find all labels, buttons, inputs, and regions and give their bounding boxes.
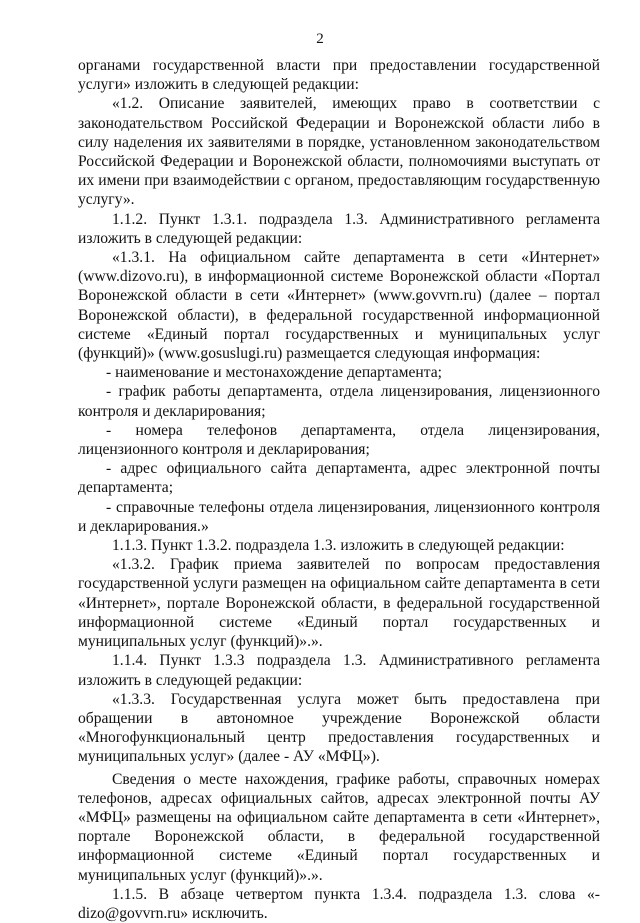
paragraph-intro-continuation: органами государственной власти при предоставлении государственной услуги» изложить в следующей редакции:	[78, 57, 600, 94]
list-item-name-location: - наименование и местонахождение департамента;	[106, 364, 443, 382]
paragraph-section-1-3-1: «1.3.1. На официальном сайте департамента в сети «Интернет» (www.dizovo.ru), в информационной системе Воронежской области «Портал Воронежской области в сети «Интернет» (www.govvrn.ru) (далее – портал Воронежской области), в федеральной государственной информационной системе «Единый портал государственных и муниципальных услуг (функций)» (www.gosuslugi.ru) размещается следующая информация:	[78, 249, 600, 363]
paragraph-amendment-1-1-4: 1.1.4. Пункт 1.3.3 подраздела 1.3. Административного регламента изложить в следующей редакции:	[78, 652, 600, 689]
paragraph-section-1-2: «1.2. Описание заявителей, имеющих право в соответствии с законодательством Российской Федерации и Воронежской области либо в силу наделения их заявителями в порядке, установленном законодательством Российской Федерации и Воронежской области, полномочиями выступать от их имени при взаимодействии с органом, предоставляющим государственную услугу».	[78, 95, 600, 209]
list-item-phone-numbers: - номера телефонов департамента, отдела лицензирования, лицензионного контроля и декларирования;	[78, 421, 600, 459]
list-item-work-schedule: - график работы департамента, отдела лицензирования, лицензионного контроля и декларирования;	[78, 383, 600, 420]
paragraph-amendment-1-1-2: 1.1.2. Пункт 1.3.1. подраздела 1.3. Административного регламента изложить в следующей редакции:	[78, 210, 600, 247]
list-item-website-email: - адрес официального сайта департамента, адрес электронной почты департамента;	[78, 460, 600, 497]
paragraph-section-1-3-3: «1.3.3. Государственная услуга может быть предоставлена при обращении в автономное учреждение Воронежской области «Многофункциональный центр предоставления государственных и муниципальных услуг» (далее - АУ «МФЦ»).	[78, 690, 600, 766]
paragraph-mfc-information: Сведения о месте нахождения, графике работы, справочных номерах телефонов, адресах официальных сайтов, адресах электронной почты АУ «МФЦ» размещены на официальном сайте департамента в сети «Интернет», портале Воронежской области, в федеральной государственной информационной системе «Единый портал государственных и муниципальных услуг (функций)».».	[78, 770, 600, 884]
paragraph-amendment-1-1-5: 1.1.5. В абзаце четвертом пункта 1.3.4. подраздела 1.3. слова «-dizo@govvrn.ru» исключить.	[78, 885, 600, 922]
list-item-reference-phones: - справочные телефоны отдела лицензирования, лицензионного контроля и декларирования.»	[78, 498, 600, 535]
paragraph-section-1-3-2: «1.3.2. График приема заявителей по вопросам предоставления государственной услуги размещен на официальном сайте департамента в сети «Интернет», портале Воронежской области, в федеральной государственной информационной системе «Единый портал государственных и муниципальных услуг (функций)».».	[78, 556, 600, 651]
paragraph-amendment-1-1-3: 1.1.3. Пункт 1.3.2. подраздела 1.3. изложить в следующей редакции:	[112, 537, 565, 555]
page-number: 2	[316, 31, 324, 47]
document-body	[78, 56, 600, 923]
